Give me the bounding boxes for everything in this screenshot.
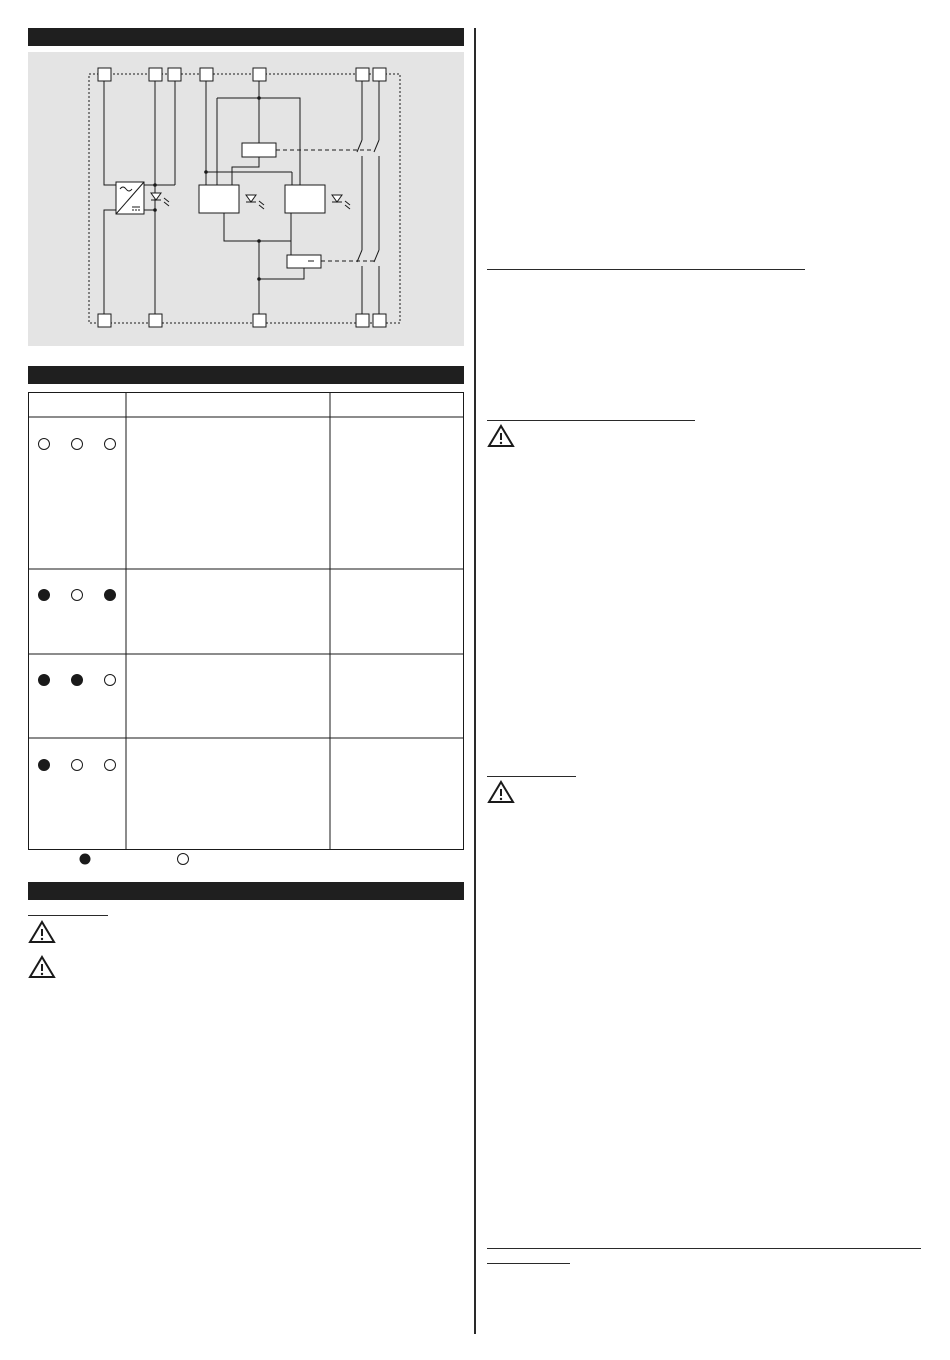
subheading-rule: [487, 776, 576, 777]
led-off-indicator: [72, 590, 83, 601]
block-diagram-panel: [28, 52, 464, 346]
warning-triangle-icon: [487, 424, 515, 453]
legend-on-symbol: [80, 854, 91, 865]
section-header-bar-led-indicators: [28, 366, 464, 384]
led-on-indicator: [39, 760, 50, 771]
warning-triangle-icon: [28, 920, 56, 949]
led-on-indicator: [39, 590, 50, 601]
block-diagram: [28, 52, 464, 346]
subheading-rule: [487, 269, 805, 270]
led-off-indicator: [105, 439, 116, 450]
led-off-indicator: [72, 439, 83, 450]
led-on-indicator: [72, 675, 83, 686]
led-legend: [78, 852, 198, 873]
led-status-table: [28, 392, 464, 857]
legend-off-symbol: [178, 854, 189, 865]
warning-triangle-icon: [487, 780, 515, 809]
led-off-indicator: [72, 760, 83, 771]
led-off-indicator: [105, 675, 116, 686]
section-rule: [487, 1248, 921, 1249]
warning-triangle-icon: [28, 955, 56, 984]
subheading-rule: [487, 420, 695, 421]
section-header-bar-block-diagram: [28, 28, 464, 46]
led-on-indicator: [105, 590, 116, 601]
subheading-rule: [28, 915, 108, 916]
section-header-bar-safety-notes: [28, 882, 464, 900]
column-divider: [474, 28, 476, 1334]
subheading-rule: [487, 1263, 570, 1264]
led-on-indicator: [39, 675, 50, 686]
led-status-grid: [28, 392, 464, 852]
led-off-indicator: [39, 439, 50, 450]
led-off-indicator: [105, 760, 116, 771]
